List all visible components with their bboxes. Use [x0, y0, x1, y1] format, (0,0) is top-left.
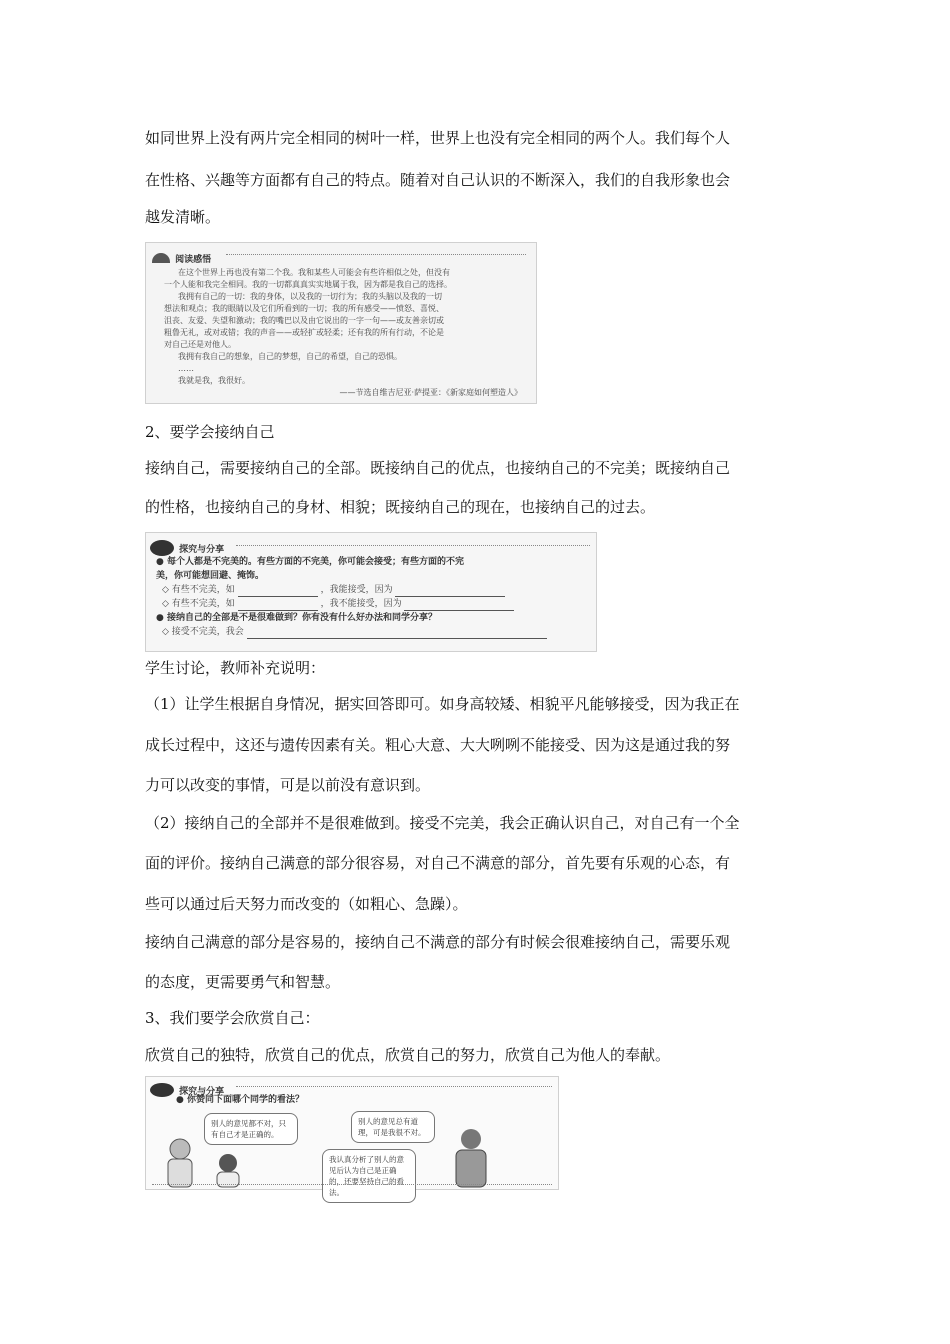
- diamond-bullet-icon: ◇: [162, 627, 169, 637]
- reading-line: 想法和观点；我的眼睛以及它们所看到的一切；我的所有感受——愤怒、喜悦、: [164, 304, 444, 313]
- paragraph-line: 越发清晰。: [145, 208, 221, 226]
- answer-mid: ，我不能接受，因为: [320, 599, 402, 609]
- opinion-question: [176, 1093, 304, 1107]
- reading-source: ——节选自维吉尼亚·萨提亚：《新家庭如何塑造人》: [339, 388, 522, 397]
- arrow-bullet-icon: ●: [156, 557, 164, 567]
- figure-header: 探究与分享: [179, 1087, 225, 1097]
- teacher-illustration: [436, 1125, 506, 1187]
- answer-row-1: [156, 583, 592, 597]
- paragraph-line: 力可以改变的事情，可是以前没有意识到。: [145, 776, 431, 794]
- reading-line: ……: [178, 364, 194, 373]
- answer-blank[interactable]: [247, 630, 547, 639]
- answer-row-3: [156, 625, 592, 639]
- reading-line: 对自己还是对他人。: [164, 340, 236, 349]
- answer-blank[interactable]: [238, 602, 318, 611]
- header-divider: [236, 545, 590, 546]
- answer-row-2: [156, 597, 592, 611]
- paragraph-line: 的态度，更需要勇气和智慧。: [145, 973, 341, 991]
- figure-header: 探究与分享: [179, 545, 225, 555]
- figure-footer-divider: [152, 1184, 552, 1185]
- paragraph-line: 面的评价。接纳自己满意的部分很容易，对自己不满意的部分，首先要有乐观的心态，有: [145, 854, 731, 872]
- reading-line: 一个人能和我完全相同。我的一切都真真实实地属于我，因为都是我自己的选择。: [164, 280, 452, 289]
- student-head: [219, 1154, 237, 1172]
- reading-line: 我就是我，我很好。: [178, 376, 250, 385]
- paragraph-line: 接纳自己满意的部分是容易的，接纳自己不满意的部分有时候会很难接纳自己，需要乐观: [145, 933, 731, 951]
- question-1: [156, 555, 592, 569]
- paragraph-line: （2）接纳自己的全部并不是很难做到。接受不完美，我会正确认识自己，对自己有一个全: [145, 814, 740, 832]
- question-text: 接纳自己的全部是不是很难做到？你有没有什么好办法和同学分享？: [167, 613, 438, 623]
- speech-bubble-center: 我认真分析了别人的意见后认为自己是正确的，还要坚持自己的看法。: [322, 1149, 416, 1203]
- answer-blank[interactable]: [395, 588, 505, 597]
- explore-badge-icon: [150, 540, 174, 556]
- paragraph-line: （1）让学生根据自身情况，据实回答即可。如身高较矮、相貌平凡能够接受，因为我正在: [145, 695, 740, 713]
- speech-bubble-right: 别人的意见总有道理，可是我很不对。: [351, 1111, 435, 1143]
- paragraph-line: 学生讨论，教师补充说明：: [145, 659, 326, 677]
- arrow-bullet-icon: ●: [176, 1095, 184, 1105]
- diamond-bullet-icon: ◇: [162, 585, 169, 595]
- reading-line: 沮丧、友爱、失望和激动；我的嘴巴以及由它说出的一字一句——或友善亲切或: [164, 316, 444, 325]
- reading-line: 我拥有我自己的想象，自己的梦想，自己的希望，自己的恐惧。: [178, 352, 402, 361]
- person-head: [461, 1129, 481, 1149]
- paragraph-line: 欣赏自己的独特，欣赏自己的优点，欣赏自己的努力，欣赏自己为他人的奉献。: [145, 1046, 671, 1064]
- question-2: [156, 611, 592, 625]
- sunburst-icon: [152, 253, 170, 263]
- answer-prefix: 接受不完美，我会: [171, 627, 244, 637]
- reading-text: [164, 267, 532, 399]
- question-text: 你赞同下面哪个同学的看法？: [187, 1095, 305, 1105]
- paragraph-line: 成长过程中，这还与遗传因素有关。粗心大意、大大咧咧不能接受、因为这是通过我的努: [145, 736, 731, 754]
- explore-badge-icon: [150, 1083, 174, 1097]
- header-divider: [236, 1086, 552, 1087]
- paragraph-line: 在性格、兴趣等方面都有自己的特点。随着对自己认识的不断深入，我们的自我形象也会: [145, 171, 731, 189]
- explore-share-figure: [145, 532, 597, 652]
- paragraph-line: 些可以通过后天努力而改变的（如粗心、急躁）。: [145, 895, 468, 913]
- reading-reflection-figure: [145, 242, 537, 404]
- paragraph-line: 的性格，也接纳自己的身材、相貌；既接纳自己的现在，也接纳自己的过去。: [145, 498, 656, 516]
- answer-prefix: 有些不完美，如: [171, 585, 235, 595]
- person-body: [456, 1150, 486, 1187]
- reading-line: 粗鲁无礼，或对或错；我的声音——或轻扩或轻柔；还有我的所有行动，不论是: [164, 328, 444, 337]
- students-illustration: [150, 1117, 262, 1187]
- arrow-bullet-icon: ●: [156, 613, 164, 623]
- paragraph-line: 如同世界上没有两片完全相同的树叶一样，世界上也没有完全相同的两个人。我们每个人: [145, 129, 731, 147]
- section-heading: 3、我们要学会欣赏自己：: [145, 1009, 320, 1027]
- answer-blank[interactable]: [238, 588, 318, 597]
- student-head: [170, 1139, 190, 1159]
- question-text: 每个人都是不完美的。有些方面的不完美，你可能会接受；有些方面的不完: [167, 557, 465, 567]
- figure-header: 阅读感悟: [175, 255, 212, 265]
- opinion-figure: [145, 1076, 559, 1197]
- reading-line: 我拥有自己的一切：我的身体，以及我的一切行为；我的头脑以及我的一切: [178, 292, 442, 301]
- section-heading: 2、要学会接纳自己: [145, 423, 275, 441]
- question-1-continued: 美，你可能想回避、掩饰。: [156, 571, 265, 581]
- answer-blank[interactable]: [404, 602, 514, 611]
- reading-line: 在这个世界上再也没有第二个我。我和某些人可能会有些许相似之处，但没有: [178, 268, 450, 277]
- speech-bubble-left: 别人的意见都不对，只有自己才是正确的。: [204, 1113, 298, 1145]
- explore-questions: [156, 555, 592, 639]
- header-divider: [226, 254, 526, 255]
- paragraph-line: 接纳自己，需要接纳自己的全部。既接纳自己的优点，也接纳自己的不完美；既接纳自己: [145, 459, 731, 477]
- answer-mid: ，我能接受，因为: [320, 585, 393, 595]
- answer-prefix: 有些不完美，如: [171, 599, 235, 609]
- student-body: [168, 1159, 192, 1187]
- diamond-bullet-icon: ◇: [162, 599, 169, 609]
